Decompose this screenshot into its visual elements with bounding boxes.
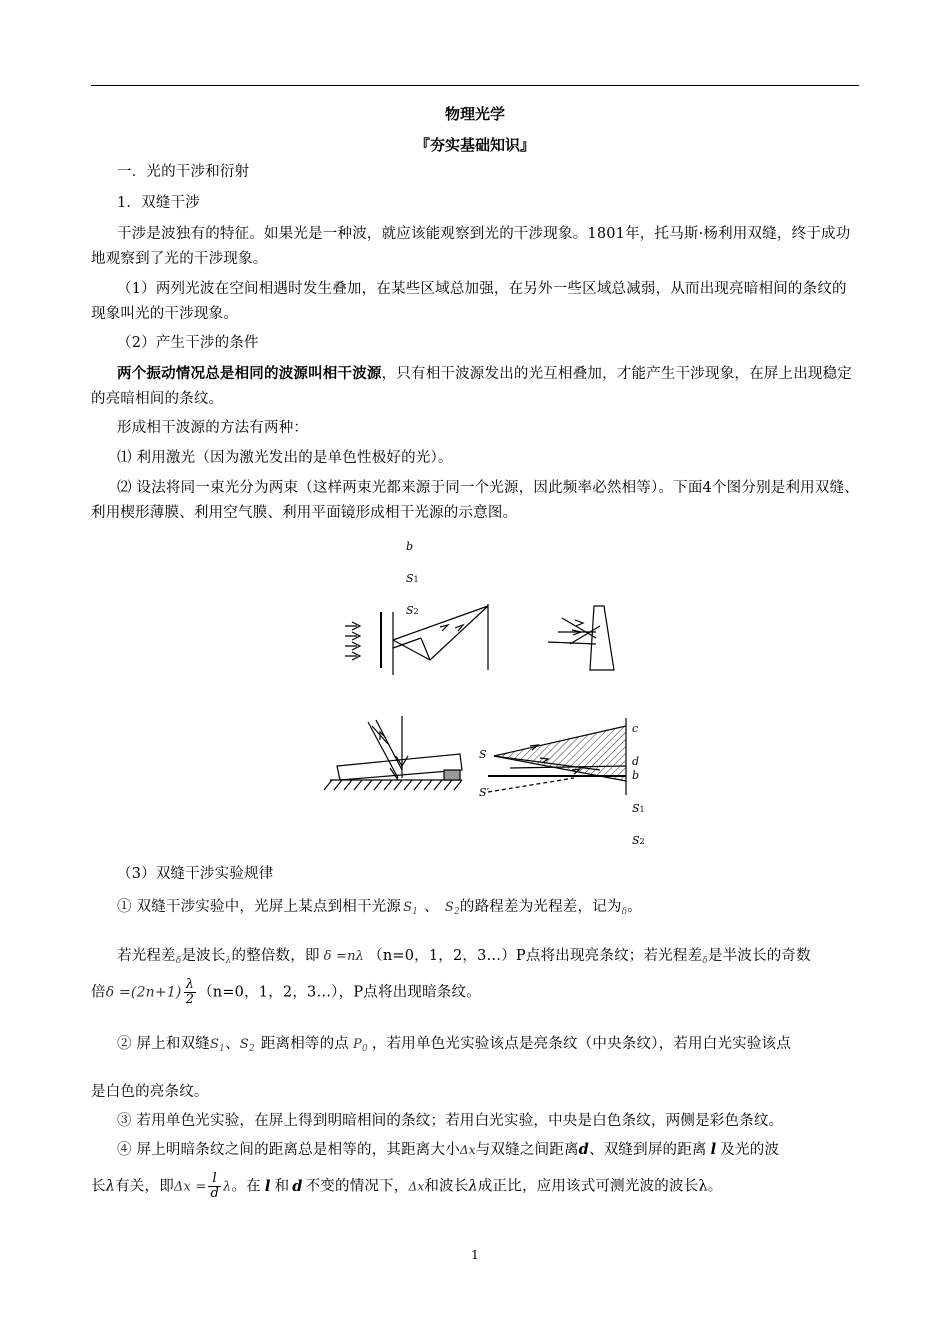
coherent-rest: ，只有相干波源发出的光互相叠加，才能产生干涉现象，在屏上出现稳定的亮暗相间的条纹。 xyxy=(91,366,853,407)
paragraph-intro: 干涉是波独有的特征。如果光是一种波，就应该能观察到光的干涉现象。1801年，托马斯·杨利用双缝，终于成功地观察到了光的干涉现象。 xyxy=(91,226,851,267)
label-s1-bottom: S1 xyxy=(632,802,645,815)
heading-double-slit: 1．双缝干涉 xyxy=(117,195,200,211)
heading-rules: （3）双缝干涉实验规律 xyxy=(117,866,274,882)
page-number: 1 xyxy=(471,1248,479,1262)
heading-interference: 一．光的干涉和衍射 xyxy=(117,164,250,180)
lloyd-mirror-diagram xyxy=(488,718,626,795)
fraction-lambda-half: $\frac{\lambda}{2}$ xyxy=(185,977,195,1007)
label-s-prime: S′ xyxy=(479,786,490,799)
coherent-definition: 两个振动情况总是相同的波源叫相干波源 xyxy=(117,365,382,382)
rule-5: ③ 若用单色光实验，在屏上得到明暗相间的条纹；若用白光实验，中央是白色条纹，两侧是彩色条纹。 xyxy=(117,1113,784,1129)
method-split: ⑵ 设法将同一束光分为两束（这样两束光都来源于同一个光源，因此频率必然相等）。下面4个图分别是利用双缝、利用楔形薄膜、利用空气膜、利用平面镜形成相干光源的示意图。 xyxy=(91,480,859,521)
label-s2-bottom: S2 xyxy=(632,834,645,847)
rule-4: ② 屏上和双缝$S_1$、$S_2$ 距离相等的点 $P_0$ ，若用单色光实验该点是亮条纹（中央条纹），若用白光实验该点 xyxy=(117,1036,791,1054)
label-b: b xyxy=(632,769,640,782)
rule-4-cont: 是白色的亮条纹。 xyxy=(91,1084,209,1100)
rule-6: ④ 屏上明暗条纹之间的距离总是相等的，其距离大小Δx与双缝之间距离d、双缝到屏的距离 l 及光的波 xyxy=(117,1141,780,1158)
rule-2: 若光程差$_\delta$是波长$_\lambda$的整倍数，即 δ =nλ （n=0，1，2，3…）P点将出现亮条纹；若光程差$_\delta$是半波长的奇数 xyxy=(117,948,811,966)
label-s1-top: S1 xyxy=(406,572,419,585)
rule-3: 倍δ =(2n+1) $\frac{\lambda}{2}$ （n=0，1，2，3…），P点将出现暗条纹。 xyxy=(91,977,481,1007)
label-d: d xyxy=(632,755,640,768)
method-laser: ⑴ 利用激光（因为激光发出的是单色性极好的光）。 xyxy=(117,450,453,466)
air-film-diagram xyxy=(324,716,462,790)
rule-6-cont: 长λ有关，即Δx = $\frac{l}{d}$ λ。在 l 和 d 不变的情况下，Δx和波长λ成正比，应用该式可测光波的波长λ。 xyxy=(91,1171,723,1201)
wedge-film-diagram xyxy=(548,606,614,670)
label-s2-top: S2 xyxy=(406,604,419,617)
paragraph-definition: （1）两列光波在空间相遇时发生叠加，在某些区域总加强，在另外一些区域总减弱，从而出现亮暗相间的条纹的现象叫光的干涉现象。 xyxy=(91,281,847,322)
heading-conditions: （2）产生干涉的条件 xyxy=(117,335,259,351)
section-title: 『夯实基础知识』 xyxy=(414,136,535,154)
label-s-source: S xyxy=(479,748,487,761)
rule-1: ① 双缝干涉实验中，光屏上某点到相干光源 $S_1$ 、 $S_2$的路程差为光程差，记为$_\delta$。 xyxy=(117,899,642,917)
fraction-l-over-d: $\frac{l}{d}$ xyxy=(210,1171,219,1201)
label-c: c xyxy=(632,722,639,735)
page-title: 物理光学 xyxy=(444,105,505,123)
double-slit-diagram xyxy=(345,604,488,675)
label-b-top: b xyxy=(406,540,414,553)
methods-intro: 形成相干波源的方法有两种： xyxy=(117,420,309,436)
